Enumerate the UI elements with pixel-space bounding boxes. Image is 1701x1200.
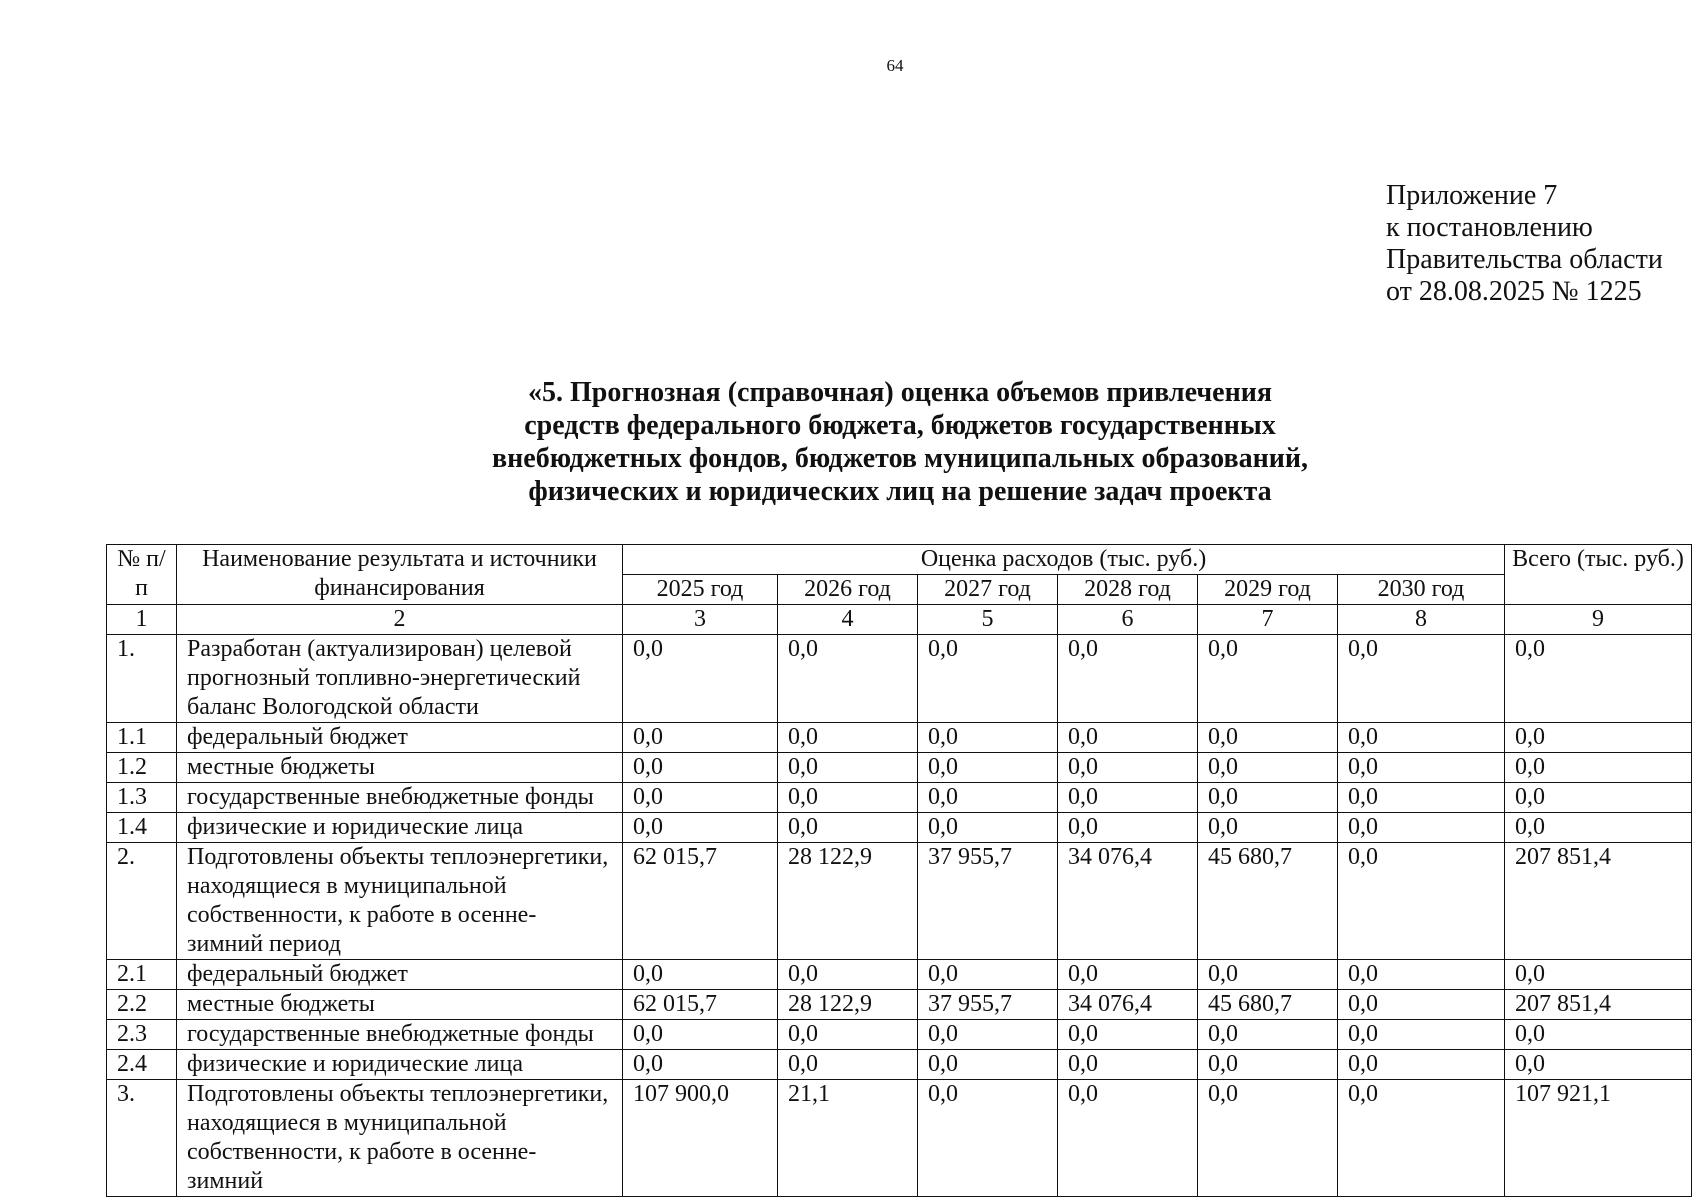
row-value: 0,0: [1058, 960, 1198, 990]
row-value: 62 015,7: [623, 990, 778, 1020]
row-name: Разработан (актуализирован) целевой прогнозный топливно-энергетический баланс Вологодской области: [177, 635, 623, 723]
row-value: 0,0: [1058, 783, 1198, 813]
appendix-line: от 28.08.2025 № 1225: [1386, 276, 1642, 307]
row-value: 0,0: [918, 1050, 1058, 1080]
row-name: Подготовлены объекты теплоэнергетики, находящиеся в муниципальной собственности, к работе в осенне-зимний период: [177, 843, 623, 960]
row-number: 1.2: [107, 753, 177, 783]
section-title: [400, 376, 1400, 508]
row-value: 0,0: [1058, 1080, 1198, 1197]
title-line: «5. Прогнозная (справочная) оценка объемов привлечения: [527, 377, 1273, 408]
row-value: 0,0: [918, 813, 1058, 843]
row-value: 45 680,7: [1198, 843, 1338, 960]
row-value: 0,0: [623, 1050, 778, 1080]
column-number: 5: [918, 605, 1058, 635]
row-value: 0,0: [1338, 843, 1505, 960]
row-value: 107 900,0: [623, 1080, 778, 1197]
row-number: 1.: [107, 635, 177, 723]
row-value: 0,0: [778, 1050, 918, 1080]
row-value: 0,0: [778, 960, 918, 990]
row-value: 0,0: [918, 783, 1058, 813]
row-total: 0,0: [1505, 753, 1692, 783]
row-value: 0,0: [623, 635, 778, 723]
row-value: 0,0: [1338, 1050, 1505, 1080]
table-row: [107, 1050, 1692, 1080]
row-value: 62 015,7: [623, 843, 778, 960]
row-value: 0,0: [778, 753, 918, 783]
row-value: 28 122,9: [778, 990, 918, 1020]
row-value: 0,0: [1058, 723, 1198, 753]
header-row: [107, 545, 1692, 575]
column-number: 9: [1505, 605, 1692, 635]
row-value: 34 076,4: [1058, 990, 1198, 1020]
row-value: 0,0: [918, 1020, 1058, 1050]
row-total: 0,0: [1505, 723, 1692, 753]
header-name: Наименование результата и источники финансирования: [177, 545, 623, 605]
row-value: 0,0: [1338, 1020, 1505, 1050]
row-name: федеральный бюджет: [177, 960, 623, 990]
table-row: [107, 753, 1692, 783]
table-row: [107, 990, 1692, 1020]
appendix-line: к постановлению: [1386, 212, 1593, 243]
row-value: 0,0: [918, 635, 1058, 723]
row-number: 2.1: [107, 960, 177, 990]
row-value: 0,0: [623, 723, 778, 753]
row-value: 0,0: [1198, 783, 1338, 813]
header-year: 2027 год: [918, 575, 1058, 605]
row-value: 0,0: [1338, 1080, 1505, 1197]
header-total: Всего (тыс. руб.): [1505, 545, 1692, 605]
table-row: [107, 783, 1692, 813]
row-value: 0,0: [1058, 813, 1198, 843]
row-number: 3.: [107, 1080, 177, 1197]
row-total: 207 851,4: [1505, 843, 1692, 960]
row-value: 37 955,7: [918, 990, 1058, 1020]
row-value: 0,0: [918, 753, 1058, 783]
row-value: 0,0: [778, 1020, 918, 1050]
row-name: местные бюджеты: [177, 990, 623, 1020]
appendix-line: Правительства области: [1386, 244, 1663, 275]
row-value: 0,0: [1338, 635, 1505, 723]
row-value: 0,0: [778, 723, 918, 753]
row-total: 0,0: [1505, 960, 1692, 990]
row-name: федеральный бюджет: [177, 723, 623, 753]
row-value: 0,0: [1338, 813, 1505, 843]
row-value: 0,0: [1058, 1050, 1198, 1080]
appendix-reference: [1386, 180, 1663, 308]
row-number: 1.3: [107, 783, 177, 813]
table-row: [107, 635, 1692, 723]
row-value: 0,0: [1058, 753, 1198, 783]
row-value: 0,0: [1338, 990, 1505, 1020]
row-value: 0,0: [1058, 1020, 1198, 1050]
row-value: 0,0: [623, 753, 778, 783]
column-number: 3: [623, 605, 778, 635]
row-total: 0,0: [1505, 1020, 1692, 1050]
row-number: 2.3: [107, 1020, 177, 1050]
row-total: 0,0: [1505, 813, 1692, 843]
appendix-line: Приложение 7: [1386, 180, 1558, 211]
row-value: 34 076,4: [1058, 843, 1198, 960]
row-value: 0,0: [1198, 753, 1338, 783]
row-value: 0,0: [1198, 1050, 1338, 1080]
row-value: 21,1: [778, 1080, 918, 1197]
column-number: 4: [778, 605, 918, 635]
row-number: 2.: [107, 843, 177, 960]
table-row: [107, 1080, 1692, 1197]
header-year: 2029 год: [1198, 575, 1338, 605]
table-body: [107, 635, 1692, 1197]
row-value: 0,0: [1198, 960, 1338, 990]
row-name: физические и юридические лица: [177, 813, 623, 843]
table-row: [107, 1020, 1692, 1050]
row-value: 0,0: [623, 1020, 778, 1050]
row-number: 2.2: [107, 990, 177, 1020]
column-number: 6: [1058, 605, 1198, 635]
row-value: 0,0: [1198, 723, 1338, 753]
row-name: государственные внебюджетные фонды: [177, 783, 623, 813]
header-year: 2030 год: [1338, 575, 1505, 605]
table-row: [107, 843, 1692, 960]
budget-table: [106, 544, 1692, 1197]
column-number: 7: [1198, 605, 1338, 635]
row-name: местные бюджеты: [177, 753, 623, 783]
title-line: физических и юридических лиц на решение задач проекта: [528, 476, 1272, 507]
row-value: 0,0: [1058, 635, 1198, 723]
row-number: 2.4: [107, 1050, 177, 1080]
header-num: № п/п: [107, 545, 177, 605]
row-value: 0,0: [623, 813, 778, 843]
header-expense: Оценка расходов (тыс. руб.): [623, 545, 1505, 575]
row-value: 0,0: [1338, 783, 1505, 813]
row-total: 0,0: [1505, 635, 1692, 723]
row-value: 0,0: [623, 960, 778, 990]
table-row: [107, 813, 1692, 843]
row-total: 0,0: [1505, 1050, 1692, 1080]
row-value: 0,0: [1198, 813, 1338, 843]
row-value: 0,0: [1198, 1080, 1338, 1197]
row-value: 0,0: [1198, 635, 1338, 723]
row-value: 0,0: [778, 635, 918, 723]
row-value: 0,0: [778, 783, 918, 813]
column-number: 8: [1338, 605, 1505, 635]
row-name: Подготовлены объекты теплоэнергетики, находящиеся в муниципальной собственности, к работе в осенне-зимний: [177, 1080, 623, 1197]
row-total: 0,0: [1505, 783, 1692, 813]
row-total: 107 921,1: [1505, 1080, 1692, 1197]
row-number: 1.1: [107, 723, 177, 753]
row-value: 28 122,9: [778, 843, 918, 960]
table-row: [107, 723, 1692, 753]
row-name: государственные внебюджетные фонды: [177, 1020, 623, 1050]
row-value: 37 955,7: [918, 843, 1058, 960]
row-value: 45 680,7: [1198, 990, 1338, 1020]
row-value: 0,0: [1198, 1020, 1338, 1050]
header-year: 2028 год: [1058, 575, 1198, 605]
row-total: 207 851,4: [1505, 990, 1692, 1020]
row-number: 1.4: [107, 813, 177, 843]
table-row: [107, 960, 1692, 990]
column-number: 1: [107, 605, 177, 635]
row-value: 0,0: [778, 813, 918, 843]
page-number: 64: [886, 56, 904, 75]
row-value: 0,0: [1338, 960, 1505, 990]
row-value: 0,0: [918, 723, 1058, 753]
row-value: 0,0: [623, 783, 778, 813]
header-year: 2025 год: [623, 575, 778, 605]
title-line: внебюджетных фондов, бюджетов муниципальных образований,: [492, 443, 1308, 474]
row-value: 0,0: [918, 960, 1058, 990]
title-line: средств федерального бюджета, бюджетов государственных: [524, 410, 1276, 441]
column-number-row: [107, 605, 1692, 635]
row-value: 0,0: [918, 1080, 1058, 1197]
row-name: физические и юридические лица: [177, 1050, 623, 1080]
column-number: 2: [177, 605, 623, 635]
row-value: 0,0: [1338, 753, 1505, 783]
row-value: 0,0: [1338, 723, 1505, 753]
header-year: 2026 год: [778, 575, 918, 605]
